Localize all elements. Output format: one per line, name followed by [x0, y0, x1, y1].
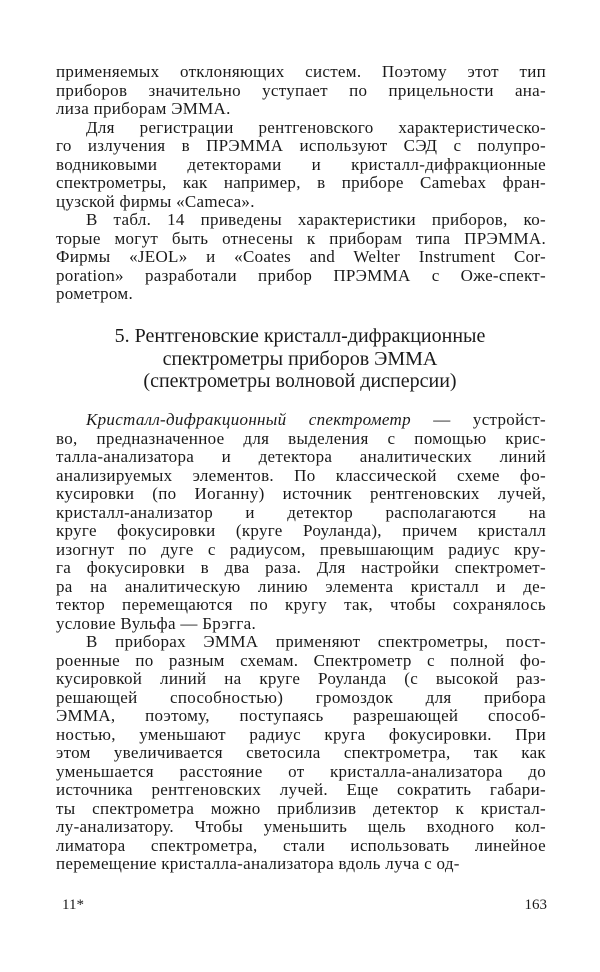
paragraph — [56, 633, 546, 874]
text-line: приборов значительно уступает по прицельности ана- — [56, 80, 546, 100]
text-line: этом увеличивается светосила спектрометра, так как — [56, 743, 546, 762]
section-heading-line: (спектрометры волновой дисперсии) — [143, 370, 457, 392]
paragraph — [56, 411, 546, 633]
text-line: условие Вульфа — Брэгга. — [56, 613, 257, 633]
text-line: лиза приборам ЭММА. — [56, 99, 231, 118]
text-line: га фокусировки в два раза. Для настройки спектромет- — [56, 558, 546, 577]
text-line: применяемых отклоняющих систем. Поэтому этот тип — [56, 62, 546, 81]
text-line: источника рентгеновских лучей. Еще сократить габари- — [56, 780, 546, 799]
text-line: анализируемых элементов. По классической схеме фо- — [56, 465, 546, 485]
text-line: перемещение кристалла-анализатора вдоль луча с од- — [56, 854, 460, 873]
text-line: талла-анализатора и детектора аналитических линий — [56, 447, 546, 466]
text-line: го излучения в ПРЭММА используют СЭД с полупро- — [56, 136, 546, 155]
text-line: тектор перемещаются по кругу так, чтобы сохранялось — [56, 595, 546, 614]
signature-mark: 11* — [62, 897, 84, 913]
text-block-top — [56, 63, 546, 304]
text-line: Для регистрации рентгеновского характеристическо- — [86, 117, 546, 137]
text-line: Фирмы «JEOL» и «Coates and Welter Instrument Cor- — [56, 247, 546, 266]
text-line: кристалл-анализатор и детектор располагаются на — [56, 502, 546, 522]
text-line — [56, 411, 546, 430]
text-line: ЭММА, поэтому, поступаясь разрешающей способ- — [56, 706, 546, 725]
section-heading-line: спектрометры приборов ЭММА — [162, 347, 438, 370]
text-line: лиматора спектрометра, стали использовать линейное — [56, 835, 546, 855]
text-line: круге фокусировки (круге Роуланда), причем кристалл — [56, 521, 546, 540]
text-line: торые могут быть отнесены к приборам типа ПРЭММА. — [56, 228, 546, 248]
text-line: кусировки (по Иоганну) источник рентгеновских лучей, — [56, 484, 546, 503]
text-line: уменьшается расстояние от кристалла-анализатора до — [56, 761, 546, 781]
text-line: решающей способностью) громоздок для прибора — [56, 687, 546, 707]
section-heading — [0, 325, 600, 393]
text-line: цузской фирмы «Cameca». — [56, 191, 255, 211]
page-number: 163 — [524, 897, 547, 913]
text-line: ты спектрометра можно приблизив детектор к кристал- — [56, 798, 546, 818]
text-line: роенные по разным схемам. Спектрометр с полной фо- — [56, 650, 546, 670]
text-line: водниковыми детекторами и кристалл-дифракционные — [56, 154, 546, 174]
text-line: кусировкой линий на круге Роуланда (с высокой раз- — [56, 669, 546, 688]
text-line-rest: — устройст- — [410, 410, 547, 429]
text-line: рометром. — [56, 284, 134, 303]
text-line: лу-анализатору. Чтобы уменьшить щель входного кол- — [56, 817, 546, 836]
text-line: ра на аналитическую линию элемента кристалл и де- — [56, 576, 546, 596]
text-line: poration» разработали прибор ПРЭММА с Оже-спект- — [56, 265, 546, 285]
italic-term: Кристалл-дифракционный спектрометр — [86, 410, 411, 429]
text-line: спектрометры, как например, в приборе Camebax фран- — [56, 173, 546, 192]
text-line: В приборах ЭММА применяют спектрометры, пост- — [86, 632, 546, 651]
paragraph — [56, 211, 546, 304]
paragraph — [56, 119, 546, 212]
text-line: В табл. 14 приведены характеристики приборов, ко- — [86, 210, 546, 229]
text-block-main — [56, 411, 546, 874]
section-heading-line: 5. Рентгеновские кристалл-дифракционные — [114, 325, 486, 347]
paragraph — [56, 63, 546, 119]
text-line: изогнут по дуге с радиусом, превышающим радиус кру- — [56, 539, 546, 559]
text-line: во, предназначенное для выделения с помощью крис- — [56, 428, 546, 448]
text-line: ностью, уменьшают радиус круга фокусировки. При — [56, 724, 546, 744]
